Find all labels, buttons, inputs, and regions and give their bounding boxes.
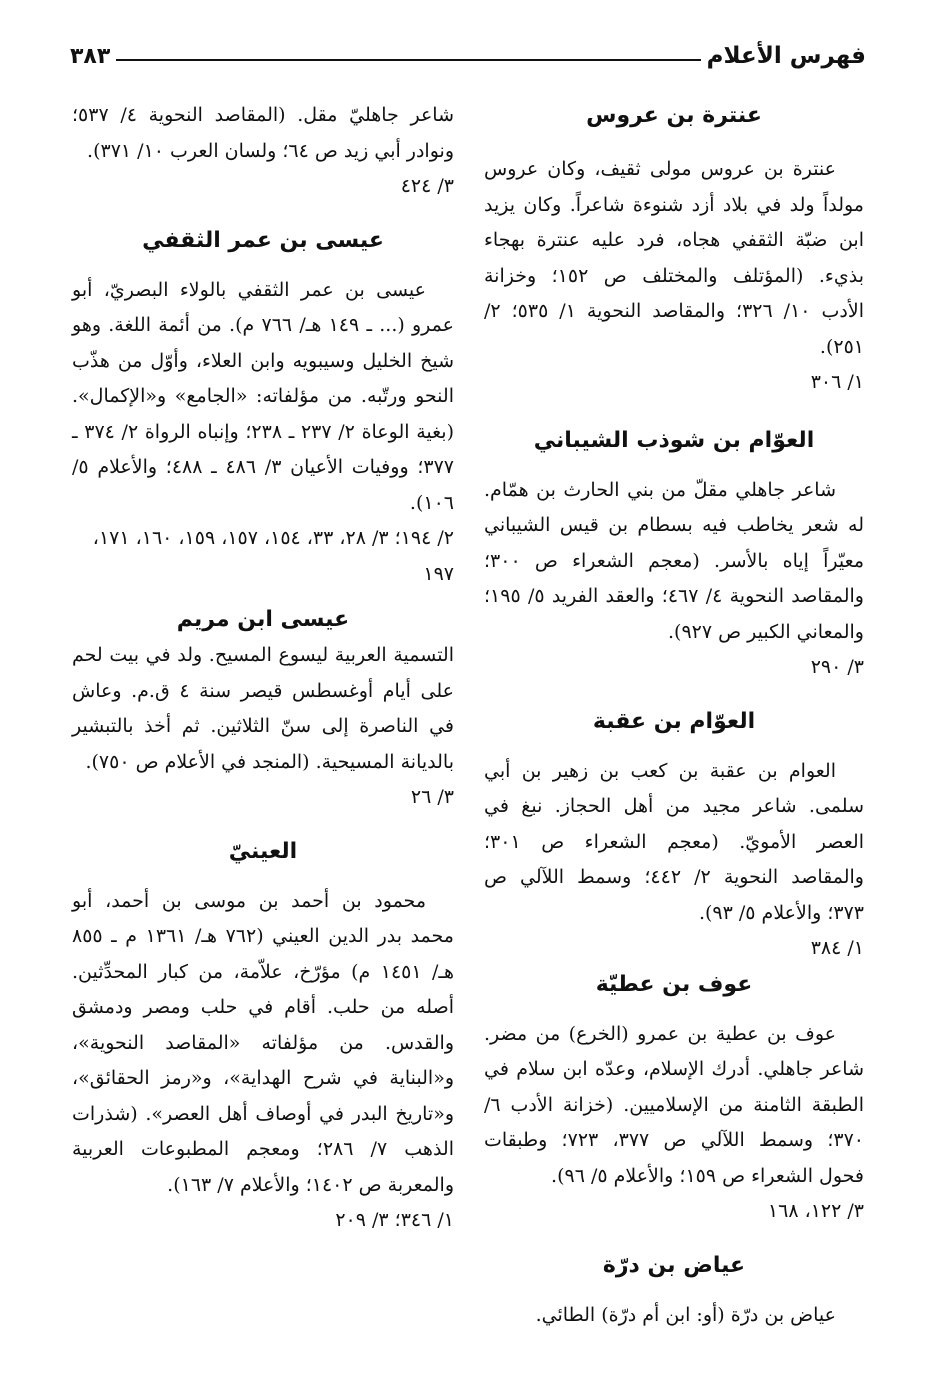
entry-al-ayni bbox=[72, 834, 454, 1239]
entry-title: عيسى ابن مريم bbox=[176, 607, 350, 632]
entry-continued bbox=[72, 98, 454, 205]
page-number: ٣٨٣ bbox=[70, 43, 111, 69]
page-header bbox=[70, 36, 866, 76]
left-column bbox=[72, 98, 454, 1239]
entry-ref: ٣/ ٢٦ bbox=[410, 786, 454, 808]
entry-title: العوّام بن عقبة bbox=[592, 708, 756, 734]
entry-title: عياض بن درّة bbox=[602, 1252, 746, 1278]
entry-isa-ibn-maryam bbox=[72, 602, 454, 816]
entry-body: العوام بن عقبة بن كعب بن زهير بن أبي سلمى. شاعر مجيد من أهل الحجاز. نبغ في العصر الأمويّ. (معجم الشعراء ص ٣٠١؛ والمقاصد النحوية ٢/ ٤٤٢؛ وسمط اللآلي ص ٣٧٣؛ والأعلام ٥/ ٩٣). bbox=[484, 759, 864, 924]
entry-ref: ٣/ ٤٢٤ bbox=[400, 175, 454, 197]
entry-ref: ١/ ٣٨٤ bbox=[810, 937, 864, 959]
entry-body: عيسى بن عمر الثقفي بالولاء البصريّ، أبو عمرو (... ـ ١٤٩ هـ/ ٧٦٦ م). من أئمة اللغة. وهو شيخ الخليل وسيبويه وابن العلاء، وأوّل من هذّب النحو ورتّبه. من مؤلفاته: «الجامع» و«الإكمال». (بغية الوعاة ٢/ ٢٣٧ ـ ٢٣٨؛ وإنباه الرواة ٢/ ٣٧٤ ـ ٣٧٧؛ ووفيات الأعيان ٣/ ٤٨٦ ـ ٤٨٨؛ والأعلام ٥/ ١٠٦). bbox=[72, 278, 454, 514]
entry-body: عوف بن عطية بن عمرو (الخرع) من مضر. شاعر جاهلي. أدرك الإسلام، وعدّه ابن سلام في الطبقة الثامنة من الإسلاميين. (خزانة الأدب ٦/ ٣٧٠؛ وسمط اللآلي ص ٣٧٧، ٧٢٣؛ وطبقات فحول الشعراء ص ١٥٩؛ والأعلام ٥/ ٩٦). bbox=[484, 1022, 864, 1187]
entry-ref: ٣/ ٢٩٠ bbox=[810, 656, 864, 678]
entry-title: العينيّ bbox=[228, 838, 298, 864]
entry-awf-ibn-atiyya bbox=[484, 967, 864, 1230]
entry-title: عيسى بن عمر الثقفي bbox=[142, 227, 384, 253]
entry-ref: ٣/ ١٢٢، ١٦٨ bbox=[767, 1200, 864, 1222]
entry-awwam-ibn-shawdhab bbox=[484, 423, 864, 686]
header-rule bbox=[116, 59, 700, 61]
entry-isa-ibn-umar bbox=[72, 223, 454, 593]
entry-iyad-ibn-durra bbox=[484, 1248, 864, 1334]
running-title: فهرس الأعلام bbox=[706, 43, 866, 69]
entry-body: التسمية العربية ليسوع المسيح. ولد في بيت لحم على أيام أوغسطس قيصر سنة ٤ ق.م. وعاش في الناصرة إلى سنّ الثلاثين. ثم أخذ بالتبشير بالديانة المسيحية. (المنجد في الأعلام ص ٧٥٠). bbox=[72, 644, 454, 773]
entry-ref: ١/ ٣٤٦؛ ٣/ ٢٠٩ bbox=[335, 1209, 454, 1231]
right-column bbox=[484, 98, 864, 1333]
entry-title: العوّام بن شوذب الشيباني bbox=[533, 427, 815, 453]
entry-body: عنترة بن عروس مولى ثقيف، وكان عروس مولداً ولد في بلاد أزد شنوءة شاعراً. وكان يزيد ابن ضبّة الثقفي هجاه، فرد عليه عنترة بهجاء بذيء. (المؤتلف والمختلف ص ١٥٢؛ وخزانة الأدب ١٠/ ٣٢٦؛ والمقاصد النحوية ١/ ٥٣٥؛ ٢/ ٢٥١). bbox=[484, 158, 864, 358]
entry-body: عياض بن درّة (أو: ابن أم درّة) الطائي. bbox=[535, 1303, 836, 1326]
entry-ref: ٢/ ١٩٤؛ ٣/ ٢٨، ٣٣، ١٥٤، ١٥٧، ١٥٩، ١٦٠، ١٧١، ١٩٧ bbox=[92, 527, 454, 585]
entry-body: شاعر جاهلي مقلّ من بني الحارث بن همّام. له شعر يخاطب فيه بسطام بن قيس الشيباني معيّراً إياه بالأسر. (معجم الشعراء ص ٣٠٠؛ والمقاصد النحوية ٤/ ٤٦٧؛ والعقد الفريد ٥/ ١٩٥؛ والمعاني الكبير ص ٩٢٧). bbox=[484, 478, 864, 643]
entry-antara-ibn-arus bbox=[484, 98, 864, 401]
entry-ref: ١/ ٣٠٦ bbox=[810, 371, 864, 393]
entry-body: محمود بن أحمد بن موسى بن أحمد، أبو محمد بدر الدين العيني (٧٦٢ هـ/ ١٣٦١ م ـ ٨٥٥ هـ/ ١٤٥١ م) مؤرّخ، علاّمة، من كبار المحدِّثين. أصله من حلب. أقام في حلب ومصر ودمشق والقدس. من مؤلفاته «المقاصد النحوية»، و«البناية في شرح الهداية»، و«رمز الحقائق»، و«تاريخ البدر في أوصاف أهل العصر». (شذرات الذهب ٧/ ٢٨٦؛ ومعجم المطبوعات العربية والمعربة ص ١٤٠٢؛ والأعلام ٧/ ١٦٣). bbox=[72, 889, 454, 1196]
entry-body: شاعر جاهليّ مقل. (المقاصد النحوية ٤/ ٥٣٧؛ ونوادر أبي زيد ص ٦٤؛ ولسان العرب ١٠/ ٣٧١). bbox=[72, 104, 454, 162]
entry-awwam-ibn-uqba bbox=[484, 704, 864, 967]
entry-title: عنترة بن عروس bbox=[586, 103, 762, 128]
entry-title: عوف بن عطيّة bbox=[595, 971, 753, 997]
